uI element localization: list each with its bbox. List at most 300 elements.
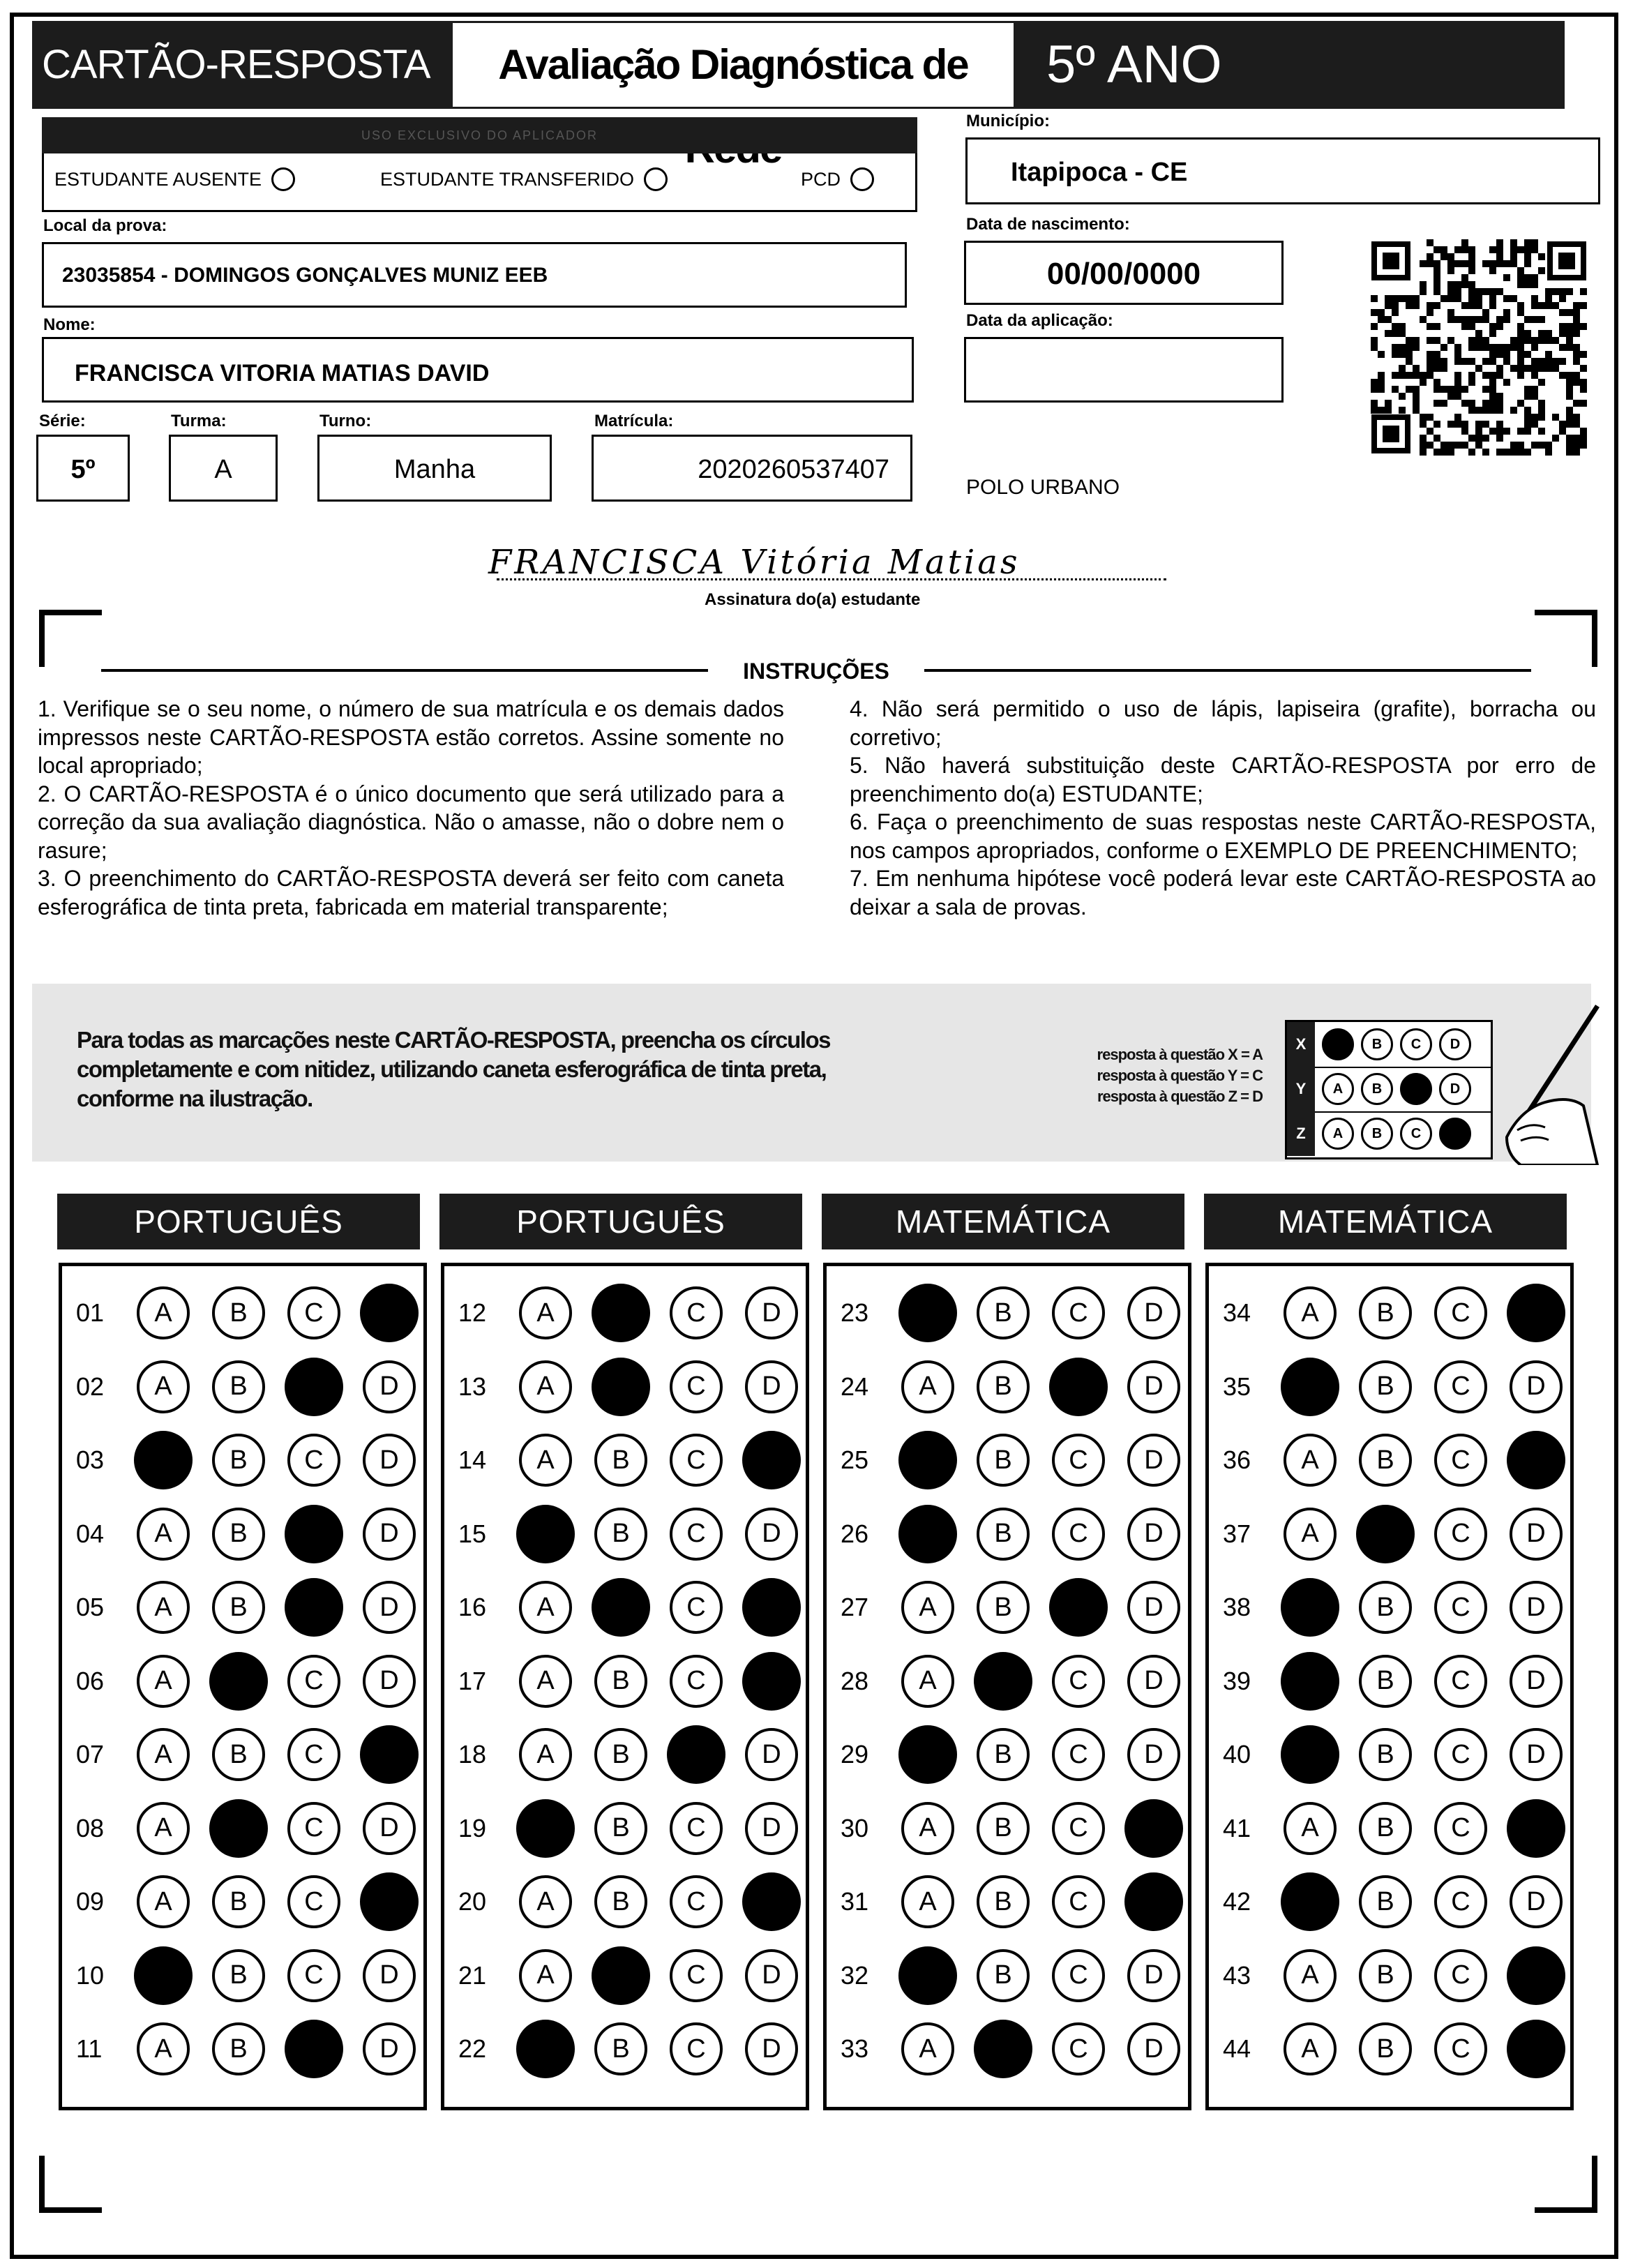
answer-bubble-a[interactable]: [133, 1430, 193, 1490]
bubble-letter: D: [745, 1728, 798, 1781]
question-number: 22: [458, 2034, 487, 2063]
answer-bubble-d[interactable]: [359, 1504, 419, 1564]
answer-bubble-c[interactable]: [1431, 1651, 1491, 1711]
bubble-letter: B: [212, 1875, 265, 1928]
answer-box-3: [823, 1263, 1191, 2110]
answer-bubble-c[interactable]: [284, 1725, 344, 1785]
answer-bubble-b[interactable]: [1355, 1872, 1415, 1932]
answer-bubble-a[interactable]: [1280, 1357, 1340, 1417]
answer-bubble-c[interactable]: [666, 1872, 726, 1932]
bubble-letter: B: [1359, 2022, 1412, 2075]
bubble-letter: D: [360, 1725, 419, 1784]
question-number: 17: [458, 1666, 487, 1695]
bubble-letter: D: [1127, 1434, 1180, 1487]
answer-bubble-c[interactable]: [666, 1798, 726, 1858]
question-row: [841, 2018, 1184, 2080]
answer-bubble-d[interactable]: [1124, 1651, 1184, 1711]
answer-bubble-a[interactable]: [1280, 2019, 1340, 2079]
answer-bubble-c[interactable]: [1431, 1357, 1491, 1417]
answer-bubble-d[interactable]: [1124, 1283, 1184, 1343]
bubble-letter: B: [594, 1508, 647, 1561]
answer-bubble-d[interactable]: [359, 1283, 419, 1343]
answer-bubble-c[interactable]: [284, 1872, 344, 1932]
answer-bubble-c[interactable]: [666, 2019, 726, 2079]
transferred-option[interactable]: [380, 167, 668, 191]
pcd-option[interactable]: [801, 167, 874, 191]
answer-bubble-c[interactable]: [666, 1430, 726, 1490]
answer-bubble-b[interactable]: [1355, 1577, 1415, 1637]
answer-bubble-a[interactable]: [516, 1946, 575, 2006]
answer-bubble-a[interactable]: [898, 1651, 958, 1711]
answer-bubble-b[interactable]: [973, 1872, 1033, 1932]
answer-bubble-a[interactable]: [133, 1651, 193, 1711]
answer-bubble-b[interactable]: [209, 1283, 269, 1343]
turno-field: [317, 435, 552, 502]
answer-bubble-a[interactable]: [1280, 1651, 1340, 1711]
answer-bubble-a[interactable]: [133, 1946, 193, 2006]
bubble-letter: C: [1052, 1286, 1105, 1339]
instruction-2: 2. O CARTÃO-RESPOSTA é o único documento que será utilizado para a correção da sua avaliação diagnóstica. Não o amasse, não o dobre nem o rasure;: [38, 781, 784, 863]
question-number: 18: [458, 1740, 487, 1768]
question-number: 16: [458, 1593, 487, 1621]
answer-bubble-d[interactable]: [1124, 1725, 1184, 1785]
bubble-letter: D: [363, 1802, 416, 1855]
bubble-letter: C: [1434, 1875, 1487, 1928]
answer-bubble-c[interactable]: [1431, 1283, 1491, 1343]
section-header-4: MATEMÁTICA: [1204, 1194, 1567, 1249]
bubble-letter: A: [519, 1581, 572, 1634]
example-bubble-c: C: [1400, 1028, 1432, 1060]
corner-mark-top-right: [1535, 610, 1597, 667]
answer-bubble-a[interactable]: [133, 2019, 193, 2079]
bubble-letter: D: [742, 1578, 801, 1637]
answer-bubble-b[interactable]: [973, 1651, 1033, 1711]
answer-bubble-b[interactable]: [591, 1725, 651, 1785]
local-field: [42, 242, 907, 308]
answer-bubble-a[interactable]: [1280, 1577, 1340, 1637]
bubble-letter: A: [516, 2020, 575, 2078]
answer-bubble-a[interactable]: [1280, 1725, 1340, 1785]
answer-bubble-c[interactable]: [1431, 1504, 1491, 1564]
answer-bubble-b[interactable]: [209, 1430, 269, 1490]
example-bubble-b: B: [1361, 1118, 1393, 1150]
answer-bubble-c[interactable]: [1048, 1651, 1108, 1711]
answer-bubble-c[interactable]: [284, 1357, 344, 1417]
answer-bubble-d[interactable]: [1506, 1651, 1566, 1711]
answer-bubble-d[interactable]: [742, 1651, 802, 1711]
answer-bubble-a[interactable]: [516, 1283, 575, 1343]
answer-bubble-d[interactable]: [742, 1872, 802, 1932]
bubble-letter: C: [670, 1286, 723, 1339]
answer-bubble-d[interactable]: [742, 2019, 802, 2079]
question-number: 12: [458, 1298, 487, 1327]
answer-bubble-d[interactable]: [1124, 1577, 1184, 1637]
answer-bubble-c[interactable]: [666, 1577, 726, 1637]
example-row: [1287, 1022, 1491, 1068]
question-number: 35: [1223, 1372, 1251, 1401]
question-row: [841, 1503, 1184, 1565]
turma-label: Turma:: [171, 412, 227, 430]
answer-bubble-c[interactable]: [666, 1357, 726, 1417]
answer-bubble-c[interactable]: [1431, 1577, 1491, 1637]
answer-bubble-a[interactable]: [898, 1725, 958, 1785]
bubble-letter: B: [592, 1946, 650, 2005]
bubble-letter: B: [977, 1508, 1030, 1561]
answer-bubble-b[interactable]: [209, 1357, 269, 1417]
answer-bubble-d[interactable]: [1124, 1946, 1184, 2006]
answer-bubble-b[interactable]: [1355, 1504, 1415, 1564]
answer-bubble-b[interactable]: [973, 1283, 1033, 1343]
answer-bubble-d[interactable]: [1506, 1946, 1566, 2006]
bubble-letter: A: [137, 1875, 190, 1928]
answer-bubble-b[interactable]: [209, 1577, 269, 1637]
answer-bubble-d[interactable]: [742, 1798, 802, 1858]
answer-bubble-c[interactable]: [284, 1504, 344, 1564]
answer-bubble-a[interactable]: [133, 1357, 193, 1417]
answer-bubble-d[interactable]: [1506, 1577, 1566, 1637]
answer-bubble-c[interactable]: [1431, 1798, 1491, 1858]
answer-bubble-a[interactable]: [898, 1357, 958, 1417]
answer-bubble-b[interactable]: [973, 1798, 1033, 1858]
answer-bubble-b[interactable]: [591, 2019, 651, 2079]
bubble-letter: D: [360, 1284, 419, 1342]
answer-bubble-a[interactable]: [1280, 1283, 1340, 1343]
answer-bubble-b[interactable]: [973, 1430, 1033, 1490]
answer-bubble-d[interactable]: [359, 1430, 419, 1490]
bubble-letter: C: [287, 1286, 340, 1339]
answer-bubble-a[interactable]: [133, 1577, 193, 1637]
answer-bubble-a[interactable]: [516, 1725, 575, 1785]
bubble-letter: A: [1284, 2022, 1337, 2075]
answer-bubble-a[interactable]: [898, 1430, 958, 1490]
question-number: 14: [458, 1445, 487, 1474]
exam-title: Avaliação Diagnóstica de: [451, 21, 1016, 109]
question-number: 32: [841, 1960, 869, 1990]
bubble-letter: D: [745, 1802, 798, 1855]
answer-bubble-c[interactable]: [666, 1283, 726, 1343]
bubble-letter: A: [519, 1286, 572, 1339]
bubble-letter: A: [901, 1875, 954, 1928]
example-bubble-a: A: [1322, 1073, 1354, 1105]
answer-bubble-a[interactable]: [516, 1430, 575, 1490]
question-number: 25: [841, 1445, 869, 1474]
answer-bubble-b[interactable]: [591, 1430, 651, 1490]
question-row: [841, 1355, 1184, 1418]
answer-bubble-a[interactable]: [898, 1872, 958, 1932]
instruction-3: 3. O preenchimento do CARTÃO-RESPOSTA deverá ser feito com caneta esferográfica de tinta preta, fabricada em material transparente;: [38, 866, 784, 919]
answer-bubble-d[interactable]: [1124, 1357, 1184, 1417]
bubble-letter: C: [1434, 1434, 1487, 1487]
answer-bubble-a[interactable]: [133, 1798, 193, 1858]
bubble-letter: B: [1359, 1434, 1412, 1487]
answer-bubble-b[interactable]: [973, 1357, 1033, 1417]
answer-bubble-a[interactable]: [516, 1504, 575, 1564]
bubble-letter: D: [1127, 1508, 1180, 1561]
answer-bubble-c[interactable]: [284, 1577, 344, 1637]
bubble-letter: A: [1281, 1652, 1339, 1711]
bubble-letter: C: [1052, 1802, 1105, 1855]
answer-bubble-c[interactable]: [1048, 2019, 1108, 2079]
nascimento-field: [964, 241, 1284, 305]
bubble-letter: C: [1434, 1581, 1487, 1634]
bubble-letter: B: [209, 1652, 268, 1711]
answer-bubble-a[interactable]: [898, 1798, 958, 1858]
answer-bubble-a[interactable]: [133, 1283, 193, 1343]
answer-bubble-a[interactable]: [1280, 1872, 1340, 1932]
answer-bubble-b[interactable]: [1355, 1946, 1415, 2006]
answer-bubble-b[interactable]: [209, 1504, 269, 1564]
answer-bubble-c[interactable]: [1048, 1577, 1108, 1637]
answer-bubble-b[interactable]: [1355, 1430, 1415, 1490]
bubble-letter: A: [898, 1725, 957, 1784]
question-number: 27: [841, 1593, 869, 1621]
bubble-letter: C: [1434, 1655, 1487, 1708]
answer-bubble-b[interactable]: [591, 1798, 651, 1858]
answer-bubble-a[interactable]: [1280, 1430, 1340, 1490]
answer-bubble-b[interactable]: [209, 1651, 269, 1711]
bubble-letter: B: [974, 2020, 1032, 2078]
answer-bubble-a[interactable]: [516, 1651, 575, 1711]
question-row: [458, 1282, 802, 1344]
card-title: CARTÃO-RESPOSTA: [42, 42, 430, 87]
answer-bubble-c[interactable]: [284, 1283, 344, 1343]
question-number: 09: [76, 1887, 105, 1916]
bubble-letter: D: [363, 1949, 416, 2002]
answer-bubble-a[interactable]: [133, 1504, 193, 1564]
answer-bubble-c[interactable]: [666, 1504, 726, 1564]
answer-bubble-d[interactable]: [1124, 1504, 1184, 1564]
corner-mark-bottom-left: [39, 2156, 102, 2213]
answer-bubble-d[interactable]: [1124, 1798, 1184, 1858]
question-number: 02: [76, 1372, 105, 1401]
answer-bubble-a[interactable]: [516, 1872, 575, 1932]
aplicacao-field[interactable]: [964, 337, 1284, 403]
turma-value: A: [214, 455, 232, 484]
answer-bubble-d[interactable]: [1506, 2019, 1566, 2079]
question-number: 36: [1223, 1445, 1251, 1474]
answer-bubble-b[interactable]: [973, 1577, 1033, 1637]
answer-bubble-b[interactable]: [973, 1725, 1033, 1785]
answer-bubble-a[interactable]: [516, 2019, 575, 2079]
answer-bubble-c[interactable]: [1048, 1798, 1108, 1858]
answer-bubble-b[interactable]: [591, 1504, 651, 1564]
bubble-letter: D: [1127, 1286, 1180, 1339]
answer-bubble-a[interactable]: [1280, 1946, 1340, 2006]
answer-bubble-c[interactable]: [1048, 1504, 1108, 1564]
answer-bubble-a[interactable]: [898, 2019, 958, 2079]
answer-bubble-c[interactable]: [1048, 1283, 1108, 1343]
absent-option[interactable]: [54, 167, 295, 191]
answer-bubble-d[interactable]: [359, 1577, 419, 1637]
bubble-letter: C: [670, 2022, 723, 2075]
polo-label: POLO URBANO: [966, 476, 1120, 499]
answer-bubble-d[interactable]: [742, 1357, 802, 1417]
instructions-title: INSTRUÇÕES: [743, 659, 889, 684]
instruction-6: 6. Faça o preenchimento de suas respostas neste CARTÃO-RESPOSTA, nos campos apropriados, conforme o EXEMPLO DE PREENCHIMENTO;: [850, 809, 1596, 863]
answer-bubble-a[interactable]: [898, 1577, 958, 1637]
absent-circle[interactable]: [271, 167, 295, 191]
bubble-letter: D: [1127, 1728, 1180, 1781]
bubble-letter: C: [1434, 1286, 1487, 1339]
answer-bubble-d[interactable]: [359, 1725, 419, 1785]
answer-bubble-d[interactable]: [359, 1357, 419, 1417]
bubble-letter: A: [134, 1431, 193, 1489]
bubble-letter: C: [670, 1508, 723, 1561]
official-use-bar: USO EXCLUSIVO DO APLICADOR: [42, 117, 917, 153]
answer-bubble-c[interactable]: [1048, 1430, 1108, 1490]
answer-bubble-b[interactable]: [973, 1946, 1033, 2006]
question-row: [841, 1870, 1184, 1933]
question-number: 01: [76, 1298, 105, 1327]
answer-bubble-d[interactable]: [1506, 1725, 1566, 1785]
answer-bubble-a[interactable]: [516, 1577, 575, 1637]
answer-bubble-c[interactable]: [666, 1946, 726, 2006]
answer-bubble-c[interactable]: [1431, 1872, 1491, 1932]
bubble-letter: C: [1052, 1655, 1105, 1708]
answer-bubble-c[interactable]: [1048, 1357, 1108, 1417]
answer-bubble-d[interactable]: [359, 1946, 419, 2006]
bubble-letter: C: [667, 1725, 725, 1784]
bubble-letter: A: [901, 1360, 954, 1413]
answer-bubble-c[interactable]: [1431, 1725, 1491, 1785]
answer-bubble-d[interactable]: [1506, 1283, 1566, 1343]
answer-bubble-b[interactable]: [591, 1283, 651, 1343]
answer-bubble-d[interactable]: [1506, 1798, 1566, 1858]
question-row: [76, 1355, 419, 1418]
question-row: [1223, 1503, 1566, 1565]
answer-bubble-c[interactable]: [666, 1725, 726, 1785]
answer-bubble-d[interactable]: [359, 1872, 419, 1932]
answer-bubble-d[interactable]: [1506, 1357, 1566, 1417]
answer-bubble-c[interactable]: [284, 1798, 344, 1858]
bubble-letter: B: [1356, 1505, 1415, 1563]
answer-bubble-b[interactable]: [209, 2019, 269, 2079]
answer-bubble-c[interactable]: [1048, 1946, 1108, 2006]
answer-bubble-a[interactable]: [1280, 1504, 1340, 1564]
answer-bubble-c[interactable]: [1048, 1872, 1108, 1932]
answer-bubble-a[interactable]: [898, 1504, 958, 1564]
question-row: [1223, 2018, 1566, 2080]
bubble-letter: A: [516, 1799, 575, 1858]
answer-bubble-d[interactable]: [742, 1430, 802, 1490]
question-row: [76, 1797, 419, 1860]
question-row: [458, 2018, 802, 2080]
answer-bubble-a[interactable]: [516, 1357, 575, 1417]
answer-bubble-a[interactable]: [898, 1946, 958, 2006]
answer-bubble-c[interactable]: [284, 1651, 344, 1711]
answer-bubble-d[interactable]: [1506, 1504, 1566, 1564]
question-number: 28: [841, 1666, 869, 1695]
answer-bubble-d[interactable]: [742, 1504, 802, 1564]
answer-bubble-d[interactable]: [1506, 1872, 1566, 1932]
bubble-letter: D: [363, 1655, 416, 1708]
question-row: [841, 1282, 1184, 1344]
question-number: 44: [1223, 2034, 1251, 2063]
question-row: [76, 1723, 419, 1786]
answer-bubble-c[interactable]: [1431, 2019, 1491, 2079]
bubble-letter: C: [1434, 1949, 1487, 2002]
pcd-circle[interactable]: [850, 167, 874, 191]
answer-bubble-b[interactable]: [591, 1357, 651, 1417]
answer-bubble-d[interactable]: [1506, 1430, 1566, 1490]
answer-bubble-d[interactable]: [1124, 1872, 1184, 1932]
bubble-letter: D: [1127, 1581, 1180, 1634]
bubble-letter: C: [1434, 2022, 1487, 2075]
question-number: 31: [841, 1887, 869, 1916]
answer-bubble-d[interactable]: [742, 1577, 802, 1637]
bubble-letter: B: [212, 1360, 265, 1413]
answer-bubble-c[interactable]: [1048, 1725, 1108, 1785]
bubble-letter: A: [898, 1946, 957, 2005]
answer-bubble-b[interactable]: [591, 1577, 651, 1637]
answer-bubble-b[interactable]: [591, 1946, 651, 2006]
bubble-letter: D: [742, 1652, 801, 1711]
answer-bubble-c[interactable]: [284, 1946, 344, 2006]
example-row: [1287, 1111, 1491, 1156]
answer-bubble-b[interactable]: [591, 1872, 651, 1932]
answer-bubble-b[interactable]: [1355, 1651, 1415, 1711]
answer-bubble-a[interactable]: [1280, 1798, 1340, 1858]
transferred-label: ESTUDANTE TRANSFERIDO: [380, 168, 635, 190]
matricula-field: [592, 435, 912, 502]
question-row: [76, 1282, 419, 1344]
answer-bubble-b[interactable]: [209, 1725, 269, 1785]
serie-value: 5º: [70, 455, 96, 484]
answer-bubble-b[interactable]: [591, 1651, 651, 1711]
answer-bubble-a[interactable]: [898, 1283, 958, 1343]
answer-bubble-b[interactable]: [1355, 1798, 1415, 1858]
answer-bubble-c[interactable]: [284, 2019, 344, 2079]
answer-bubble-c[interactable]: [1431, 1430, 1491, 1490]
answer-bubble-b[interactable]: [209, 1872, 269, 1932]
answer-bubble-b[interactable]: [973, 2019, 1033, 2079]
answer-bubble-d[interactable]: [742, 1725, 802, 1785]
bubble-letter: B: [212, 1949, 265, 2002]
answer-bubble-b[interactable]: [209, 1798, 269, 1858]
answer-bubble-b[interactable]: [1355, 1357, 1415, 1417]
question-number: 43: [1223, 1960, 1251, 1990]
answer-bubble-d[interactable]: [359, 1651, 419, 1711]
transferred-circle[interactable]: [644, 167, 668, 191]
answer-bubble-a[interactable]: [133, 1872, 193, 1932]
instruction-1: 1. Verifique se o seu nome, o número de sua matrícula e os demais dados impressos neste CARTÃO-RESPOSTA estão corretos. Assine somente no local apropriado;: [38, 696, 784, 778]
answer-bubble-d[interactable]: [1124, 1430, 1184, 1490]
answer-bubble-b[interactable]: [209, 1946, 269, 2006]
answer-bubble-d[interactable]: [742, 1283, 802, 1343]
corner-mark-bottom-right: [1535, 2156, 1597, 2213]
question-row: [76, 1503, 419, 1565]
answer-bubble-c[interactable]: [1431, 1946, 1491, 2006]
answer-bubble-b[interactable]: [1355, 1283, 1415, 1343]
answer-bubble-a[interactable]: [516, 1798, 575, 1858]
example-row-label: Y: [1287, 1067, 1315, 1111]
answer-bubble-b[interactable]: [1355, 2019, 1415, 2079]
instruction-4: 4. Não será permitido o uso de lápis, lapiseira (grafite), borracha ou corretivo;: [850, 696, 1596, 750]
example-legend-x: resposta à questão X = A: [1097, 1046, 1263, 1063]
bubble-letter: C: [1052, 1949, 1105, 2002]
answer-bubble-c[interactable]: [666, 1651, 726, 1711]
answer-bubble-d[interactable]: [359, 1798, 419, 1858]
answer-bubble-d[interactable]: [1124, 2019, 1184, 2079]
answer-bubble-d[interactable]: [742, 1946, 802, 2006]
answer-bubble-c[interactable]: [284, 1430, 344, 1490]
bubble-letter: B: [212, 1434, 265, 1487]
answer-bubble-b[interactable]: [1355, 1725, 1415, 1785]
bubble-letter: D: [1124, 1872, 1183, 1931]
answer-bubble-a[interactable]: [133, 1725, 193, 1785]
answer-bubble-b[interactable]: [973, 1504, 1033, 1564]
answer-bubble-d[interactable]: [359, 2019, 419, 2079]
